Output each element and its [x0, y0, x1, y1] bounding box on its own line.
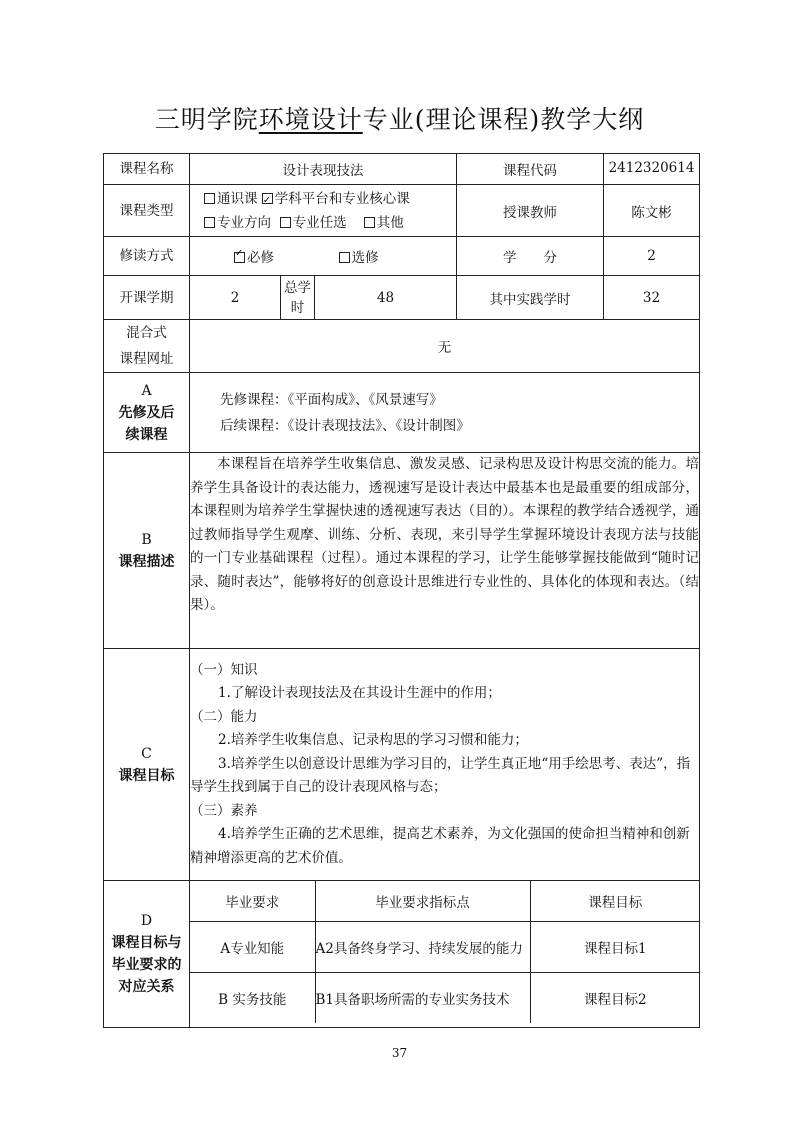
- row-section-b: [104, 453, 700, 649]
- goal-heading-ability: （二）能力: [190, 708, 258, 725]
- goal-heading-quality: （三）素养: [190, 802, 258, 819]
- mapping-header: 课程目标: [530, 881, 700, 922]
- checkbox-icon: [280, 217, 291, 228]
- credit-label: 学 分: [457, 237, 604, 276]
- prerequisite-courses: 先修课程：《平面构成》、《风景速写》: [220, 391, 443, 408]
- hybrid-value: 无: [190, 320, 700, 373]
- type-option-core[interactable]: ✓ 学科平台和专业核心课: [262, 191, 410, 207]
- mode-option-required[interactable]: ✓ 必修: [234, 250, 274, 266]
- row-hybrid: [104, 320, 700, 373]
- checkbox-icon: [204, 193, 215, 204]
- section-a-content: [190, 373, 700, 453]
- goal-3: 3.培养学生以创意设计思维为学习目的，让学生真正地“用手绘思考、表达”，指导学生找到属于自己的设计表现风格与态；: [190, 755, 691, 796]
- course-type-options: [190, 185, 457, 237]
- mapping-cell: [190, 881, 700, 1028]
- requirement-cell: A专业知能: [190, 922, 315, 973]
- row-semester: [104, 276, 700, 320]
- type-option-general[interactable]: 通识课: [204, 191, 258, 207]
- requirement-cell: B 实务技能: [190, 973, 315, 1024]
- mode-option-elective[interactable]: 选修: [339, 250, 379, 266]
- mapping-header: 毕业要求: [190, 881, 315, 922]
- course-code-value: 2412320614: [604, 154, 700, 185]
- checked-checkbox-icon: [234, 252, 245, 263]
- total-hours-value: 48: [315, 276, 457, 320]
- row-section-d: [104, 881, 700, 1028]
- goal-1: 1.了解设计表现技法及在其设计生涯中的作用；: [218, 685, 501, 702]
- teacher-value: 陈文彬: [604, 185, 700, 237]
- checked-checkbox-icon: [262, 193, 273, 204]
- indicator-cell: B1具备职场所需的专业实务技术: [315, 973, 530, 1024]
- section-d-label: D 课程目标与 毕业要求的 对应关系: [104, 881, 190, 1028]
- page-title: 三明学院环境设计专业(理论课程)教学大纲: [154, 105, 645, 134]
- indicator-cell: A2具备终身学习、持续发展的能力: [315, 922, 530, 973]
- checkbox-icon: [339, 252, 350, 263]
- goal-cell: 课程目标1: [530, 922, 700, 973]
- mapping-header-row: [190, 881, 700, 922]
- section-a-label: A 先修及后 续课程: [104, 373, 190, 453]
- major-name: 环境设计: [258, 105, 363, 134]
- credit-value: 2: [604, 237, 700, 276]
- mapping-header: 毕业要求指标点: [315, 881, 530, 922]
- type-option-other[interactable]: 其他: [364, 215, 404, 231]
- table-row: [190, 922, 700, 973]
- checkbox-icon: [364, 217, 375, 228]
- section-c-label: C 课程目标: [104, 649, 190, 881]
- row-study-mode: [104, 237, 700, 276]
- study-mode-options: [190, 237, 457, 276]
- practice-hours-value: 32: [604, 276, 700, 320]
- course-description: 本课程旨在培养学生收集信息、激发灵感、记录构思及设计构思交流的能力。培养学生具备设计的表达能力，透视速写是设计表达中最基本也是最重要的组成部分，本课程则为培养学生掌握快速的透视速写表达（目的）。本课程的教学结合透视学，通过教师指导学生观摩、训练、分析、表现，来引导学生掌握环境设计表现方法与技能的一门专业基础课程（过程）。通过本课程的学习，让学生能够掌握技能做到“随时记录、随时表达”，能够将好的创意设计思维进行专业性的、具体化的体现和表达。（结果）。: [190, 453, 700, 649]
- followup-courses: 后续课程：《设计表现技法》、《设计制图》: [220, 417, 470, 434]
- course-name-label: 课程名称: [104, 154, 190, 185]
- goal-mapping-table: [190, 881, 700, 1023]
- course-goals: [190, 649, 700, 881]
- hybrid-label: 混合式 课程网址: [104, 320, 190, 373]
- type-option-direction[interactable]: 专业方向: [204, 215, 271, 231]
- row-section-a: [104, 373, 700, 453]
- study-mode-label: 修读方式: [104, 237, 190, 276]
- semester-label: 开课学期: [104, 276, 190, 320]
- goal-cell: 课程目标2: [530, 973, 700, 1024]
- row-course-name: [104, 154, 700, 185]
- total-hours-label: 总学时: [281, 276, 315, 320]
- course-name-value: 设计表现技法: [190, 154, 457, 185]
- goal-2: 2.培养学生收集信息、记录构思的学习习惯和能力；: [218, 732, 528, 749]
- type-option-elective[interactable]: 专业任选: [280, 215, 347, 231]
- row-section-c: [104, 649, 700, 881]
- course-code-label: 课程代码: [457, 154, 604, 185]
- goal-heading-knowledge: （一）知识: [190, 661, 258, 678]
- course-type-label: 课程类型: [104, 185, 190, 237]
- row-course-type: [104, 185, 700, 237]
- semester-value: 2: [190, 276, 281, 320]
- goal-4: 4.培养学生正确的艺术思维，提高艺术素养，为文化强国的使命担当精神和创新精神增添更高的艺术价值。: [190, 826, 690, 866]
- page-number: 37: [391, 1046, 408, 1060]
- teacher-label: 授课教师: [457, 185, 604, 237]
- table-row: [190, 973, 700, 1024]
- checkbox-icon: [204, 217, 215, 228]
- practice-hours-label: 其中实践学时: [457, 276, 604, 320]
- section-b-label: B 课程描述: [104, 453, 190, 649]
- syllabus-table: [103, 153, 700, 1028]
